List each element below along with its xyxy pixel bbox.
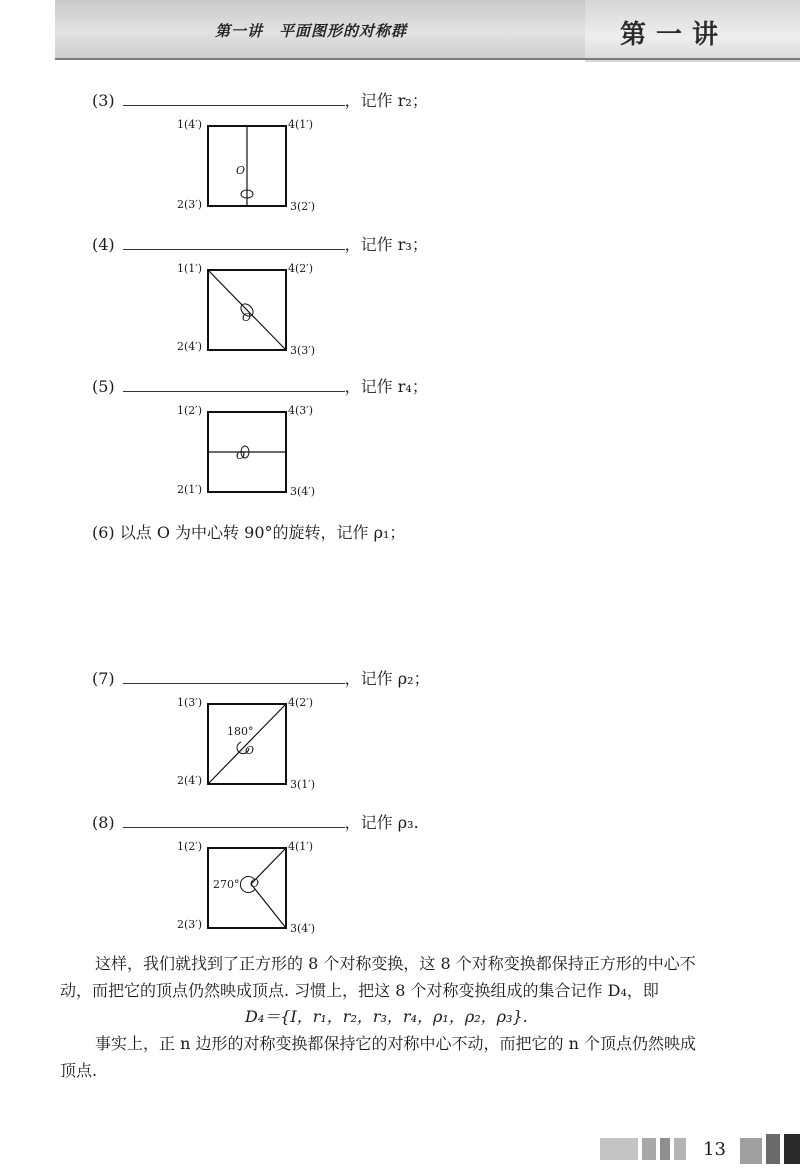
item-5-number: (5)	[92, 377, 115, 396]
vertex-label-br: 3(1′)	[290, 778, 316, 791]
vertex-label-tr: 4(2′)	[288, 262, 314, 275]
vertex-label-tr: 4(1′)	[288, 840, 314, 853]
item-7-suffix: ，记作 ρ₂；	[344, 669, 430, 688]
item-3-number: (3)	[92, 91, 115, 110]
vertex-label-tr: 4(1′)	[288, 118, 314, 131]
item-6-text: 以点 O 为中心转 90°的旋转，记作 ρ₁；	[119, 523, 406, 542]
item-4-number: (4)	[92, 235, 115, 254]
item-4-answer-blank[interactable]	[123, 235, 345, 250]
item-8-number: (8)	[92, 813, 115, 832]
item-7-answer-blank[interactable]	[123, 669, 345, 684]
running-header-title: 第一讲 平面图形的对称群	[215, 22, 408, 40]
vertex-label-br: 3(4′)	[290, 485, 316, 498]
vertex-label-br: 3(4′)	[290, 922, 316, 935]
vertex-label-tl: 1(2′)	[177, 840, 203, 853]
chapter-tab-text: 第一讲	[620, 20, 729, 50]
item-4-line	[92, 232, 428, 255]
figure-item-3	[175, 112, 335, 212]
paragraph-2-line-1: 事实上，正 n 边形的对称变换都保持它的对称中心不动，而把它的 n 个顶点仍然映成	[95, 1034, 696, 1053]
formula-d4: D₄＝{I，r₁，r₂，r₃，r₄，ρ₁，ρ₂，ρ₃}.	[245, 1007, 528, 1026]
vertex-label-br: 3(3′)	[290, 344, 316, 357]
figure-item-5	[175, 398, 335, 498]
center-label: O	[250, 877, 260, 890]
vertex-label-tl: 1(3′)	[177, 696, 203, 709]
vertex-label-tl: 1(1′)	[177, 262, 203, 275]
paragraph-2-cont	[60, 1057, 360, 1084]
header-rule	[55, 58, 800, 60]
paragraph-1	[95, 950, 760, 977]
item-4-suffix: ，记作 r₃；	[344, 235, 428, 254]
vertex-label-tr: 4(2′)	[288, 696, 314, 709]
item-3-suffix: ，记作 r₂；	[344, 91, 428, 110]
paragraph-2-line-2: 顶点.	[60, 1061, 98, 1080]
paragraph-1-line-1: 这样，我们就找到了正方形的 8 个对称变换，这 8 个对称变换都保持正方形的中心不	[95, 954, 696, 973]
figure-item-8	[175, 834, 335, 934]
center-label: O	[236, 164, 246, 177]
vertex-label-bl: 2(3′)	[177, 198, 203, 211]
paragraph-1-line-2: 动，而把它的顶点仍然映成顶点. 习惯上，把这 8 个对称变换组成的集合记作 D₄，即	[60, 981, 659, 1000]
item-7-line	[92, 666, 430, 689]
item-3-answer-blank[interactable]	[123, 91, 345, 106]
footer-decoration-stripes	[600, 1138, 695, 1160]
vertex-label-bl: 2(3′)	[177, 918, 203, 931]
item-8-suffix: ，记作 ρ₃.	[344, 813, 419, 832]
item-6-number: (6)	[92, 523, 115, 542]
vertex-label-tl: 1(4′)	[177, 118, 203, 131]
item-6-line	[92, 520, 405, 543]
paragraph-2	[95, 1030, 760, 1057]
vertex-label-bl: 2(1′)	[177, 483, 203, 496]
paragraph-1-cont	[60, 977, 760, 1004]
item-3-line	[92, 88, 428, 111]
figure-item-7	[175, 690, 335, 790]
center-label: O	[245, 744, 255, 757]
item-7-number: (7)	[92, 669, 115, 688]
rotation-angle-label: 270°	[213, 878, 240, 891]
page-number: 13	[703, 1139, 726, 1160]
vertex-label-tr: 4(3′)	[288, 404, 314, 417]
vertex-label-br: 3(2′)	[290, 200, 316, 213]
rotation-angle-label: 180°	[227, 725, 254, 738]
item-5-answer-blank[interactable]	[123, 377, 345, 392]
item-8-answer-blank[interactable]	[123, 813, 345, 828]
item-5-suffix: ，记作 r₄；	[344, 377, 428, 396]
item-5-line	[92, 374, 428, 397]
footer-decoration-block	[740, 1134, 800, 1164]
vertex-label-tl: 1(2′)	[177, 404, 203, 417]
vertex-label-bl: 2(4′)	[177, 340, 203, 353]
center-label: O	[242, 311, 252, 324]
item-8-line	[92, 810, 419, 833]
vertex-label-bl: 2(4′)	[177, 774, 203, 787]
figure-item-4	[175, 256, 335, 356]
center-label: O	[236, 449, 246, 462]
